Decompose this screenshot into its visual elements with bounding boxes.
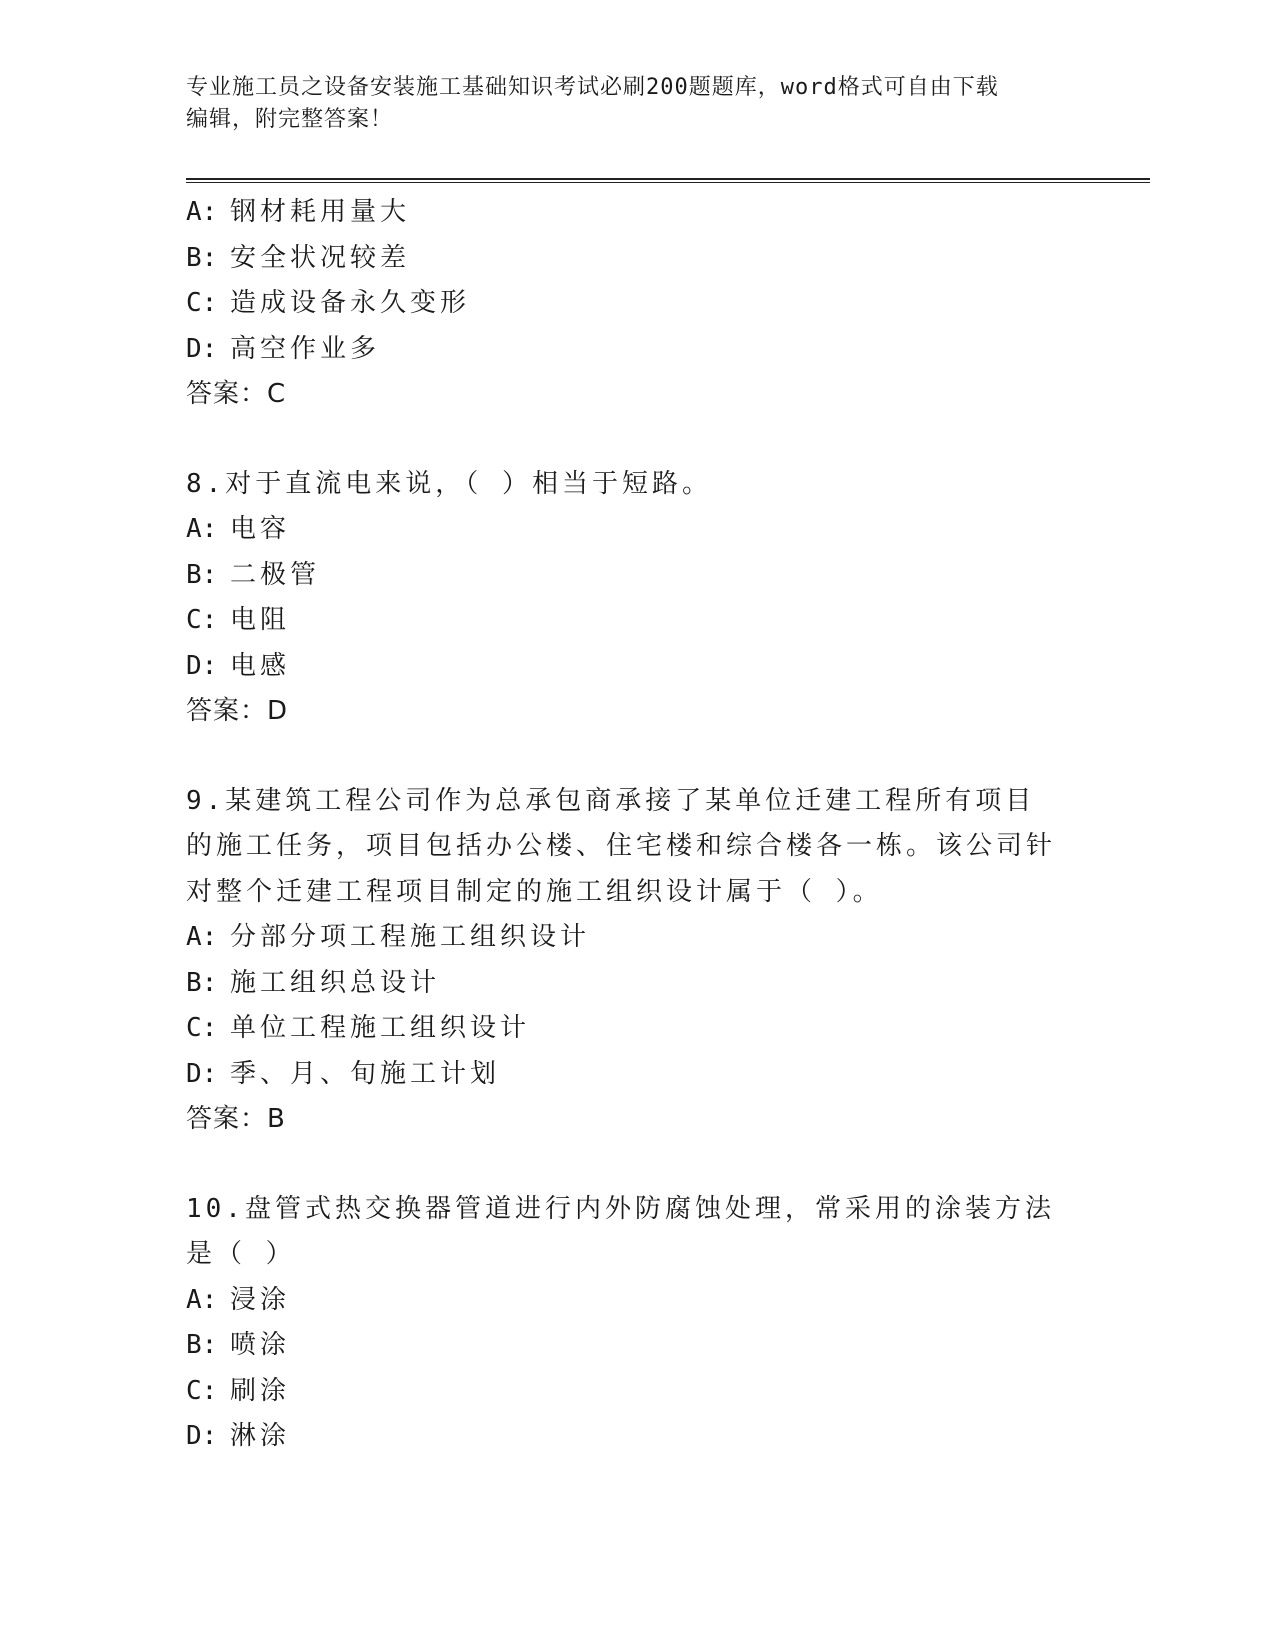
option-c bbox=[186, 281, 1106, 327]
spacer bbox=[186, 418, 1106, 462]
question-list bbox=[186, 190, 1106, 1460]
option-d bbox=[186, 1414, 1106, 1460]
option-text: 高空作业多 bbox=[230, 333, 381, 364]
option-d bbox=[186, 644, 1106, 690]
spacer bbox=[186, 1143, 1106, 1187]
answer-line: 答案：C bbox=[186, 379, 287, 409]
answer-line: 答案：B bbox=[186, 1104, 286, 1134]
option-letter: B: bbox=[186, 559, 218, 590]
option-d bbox=[186, 1052, 1106, 1098]
option-letter: C: bbox=[186, 1375, 218, 1406]
question-block-8 bbox=[186, 462, 1106, 735]
option-letter: A: bbox=[186, 1284, 218, 1315]
option-c bbox=[186, 598, 1106, 644]
option-text: 浸涂 bbox=[230, 1284, 291, 1315]
option-a bbox=[186, 190, 1106, 236]
option-letter: D: bbox=[186, 333, 218, 364]
option-text: 电感 bbox=[230, 650, 291, 681]
option-text: 喷涂 bbox=[230, 1330, 291, 1360]
option-text: 电容 bbox=[230, 514, 291, 544]
option-text: 电阻 bbox=[230, 605, 291, 635]
option-a bbox=[186, 1278, 1106, 1324]
question-block-partial bbox=[186, 190, 1106, 418]
option-letter: B: bbox=[186, 242, 218, 273]
header-title-line-2: 编辑，附完整答案！ bbox=[186, 107, 394, 132]
option-letter: B: bbox=[186, 1330, 218, 1360]
option-b bbox=[186, 961, 1106, 1007]
option-letter: D: bbox=[186, 1421, 218, 1451]
question-block-10 bbox=[186, 1187, 1106, 1460]
option-letter: C: bbox=[186, 605, 218, 635]
option-text: 安全状况较差 bbox=[230, 242, 411, 273]
option-letter: C: bbox=[186, 1013, 218, 1043]
option-text: 钢材耗用量大 bbox=[230, 197, 411, 227]
option-text: 分部分项工程施工组织设计 bbox=[230, 922, 591, 952]
option-text: 造成设备永久变形 bbox=[230, 288, 471, 318]
option-b bbox=[186, 236, 1106, 282]
option-text: 施工组织总设计 bbox=[230, 967, 441, 998]
answer-line: 答案：D bbox=[186, 696, 289, 726]
option-text: 季、月、旬施工计划 bbox=[230, 1058, 501, 1089]
option-d bbox=[186, 327, 1106, 373]
option-letter: A: bbox=[186, 922, 218, 952]
spacer bbox=[186, 735, 1106, 779]
option-a bbox=[186, 915, 1106, 961]
option-letter: C: bbox=[186, 288, 218, 318]
option-letter: B: bbox=[186, 967, 218, 998]
question-text: 10.盘管式热交换器管道进行内外防腐蚀处理，常采用的涂装方法是（ ） bbox=[186, 1193, 1055, 1269]
question-text: 9.某建筑工程公司作为总承包商承接了某单位迁建工程所有项目的施工任务，项目包括办公楼、住宅楼和综合楼各一栋。该公司针对整个迁建工程项目制定的施工组织设计属于（ ）。 bbox=[186, 785, 1057, 907]
option-b bbox=[186, 553, 1106, 599]
option-text: 刷涂 bbox=[230, 1375, 291, 1406]
option-a bbox=[186, 507, 1106, 553]
option-text: 单位工程施工组织设计 bbox=[230, 1013, 531, 1043]
option-c bbox=[186, 1369, 1106, 1415]
option-letter: A: bbox=[186, 514, 218, 544]
option-c bbox=[186, 1006, 1106, 1052]
question-text: 8.对于直流电来说，（ ）相当于短路。 bbox=[186, 468, 712, 499]
option-b bbox=[186, 1323, 1106, 1369]
header-title-line-1: 专业施工员之设备安装施工基础知识考试必刷200题题库，word格式可自由下载 bbox=[186, 75, 999, 100]
question-block-9 bbox=[186, 779, 1106, 1143]
header-divider bbox=[186, 178, 1150, 183]
option-letter: A: bbox=[186, 197, 218, 227]
option-text: 二极管 bbox=[230, 559, 321, 590]
option-text: 淋涂 bbox=[230, 1421, 291, 1451]
option-letter: D: bbox=[186, 1058, 218, 1089]
option-letter: D: bbox=[186, 650, 218, 681]
document-header bbox=[186, 72, 1086, 136]
